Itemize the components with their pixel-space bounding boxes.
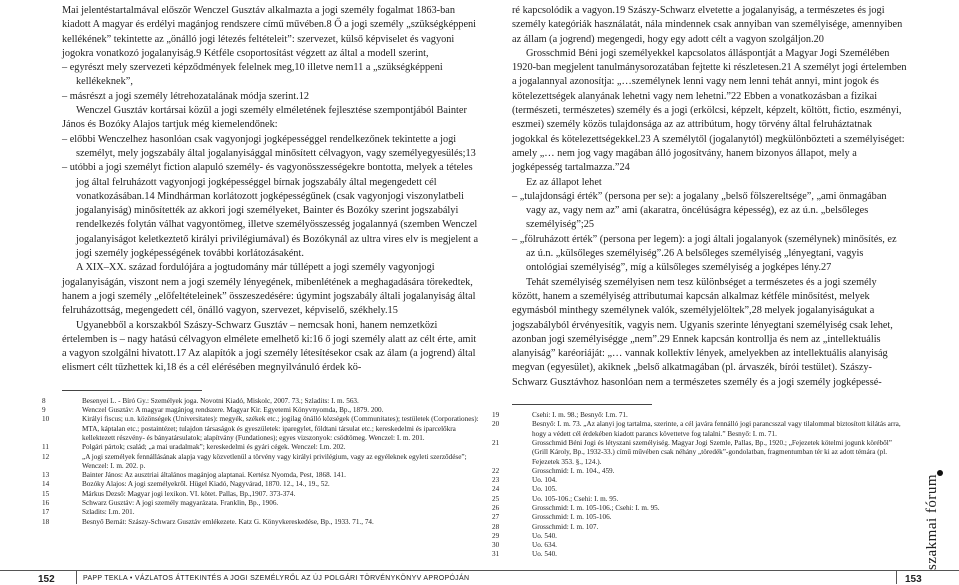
footnote-number: 10 [42,415,50,424]
footnote-text: Szladits: I.m. 201. [82,508,135,517]
section-sidebar [916,470,956,570]
footnote-text: Grosschmid: I. m. 104., 459. [532,466,615,475]
footnote-number: 19 [492,411,500,420]
footnote [42,415,479,443]
footnote-number: 9 [42,406,46,415]
footnote [492,466,907,476]
left-body-text [62,4,479,376]
left-footnotes [42,396,479,527]
body-paragraph: ré kapcsolódik a vagyon.19 Szászy-Schwarz elvetette a jogalanyiság, a természetes és jogi személy kategóriák használatát, nála mindennek csak annyiban van személyisége, amennyiben az állam (a jogrend) megengedi, hogy egy adott célt a vagyon szolgáljon.20 [512,5,903,45]
footnote-number: 29 [492,531,500,540]
footnote-text: Wenczel Gusztáv: A magyar magánjog rendszere. Magyar Kir. Egyetemi Könyvnyomda, Bp., 1879. 200. [82,406,384,415]
footnote-text: Bozóky Alajos: A jogi személyekről. Hügel Kiadó, Nagyvárad, 1870. 12., 14., 19., 52. [82,480,330,489]
footnote-text: Uo. 540. [532,531,557,540]
footnote [42,489,479,499]
footnote-text: Schwarz Gusztáv: A jogi személy magyarázata. Franklin, Bp., 1906. [82,498,279,507]
footnote [42,396,479,406]
footnote-text: Grosschmid Béni Jogi és létyszani személyiség. Magyar Jogi Szemle, Pallas, Bp., 1920.; „Fejezetek kötelmi jogunk köréből” (Grill Károly, Bp., 1932-33.) című művében csak néhány „töredék”-gondolatban, fragmentumban tér ki az adott témára (pl. Fejezetek 353. §., 124.). [532,438,892,466]
footnote-text: Uo. 104. [532,476,557,485]
footnote-text: Polgári pártok; család; „a mai uradalmak”; kereskedelmi és gyári cégek. Wenczel: I.m. 202. [82,443,346,452]
footnote-number: 17 [42,508,50,517]
footnote [492,522,907,532]
footnote-number: 12 [42,452,50,461]
body-paragraph: – „fölruházott érték” (persona per legem): a jogi általi jogalanyok (személynek) minősítés, ez az ú.n. „külsőleges személyiség”.26 A belsőleges személyiség „lényegtani, vagyis ontológiai személyiség”, míg a külsőleges személyiség a jogképes lény.27 [512,233,897,274]
footnote [492,503,907,513]
footnote-text: Uo. 105. [532,485,557,494]
footnote [492,420,907,439]
footnote-text: Grosschmid: I. m. 105-106.; Csehi: I. m. 95. [532,503,660,512]
page-number-left: 152 [38,574,55,585]
footnote [492,531,907,541]
body-paragraph: Grosschmid Béni jogi személyekkel kapcsolatos álláspontját a Magyar Jogi Személében 1920-ban megjelent tanulmánysorozatában fejtette ki részletesen.21 A személyt jogi értelemben a jogalannyal azonosítja: „…személynek lenni vagy nem lenni tehát annyi, mint jogok és kötelezettségek alanyának lehetni vagy nem lehetni.”22 Ebben a vonatkozásban a fizikai (természeti, természetes) személy és a jogi (erkölcsi, képzelt, képzelt, költött, fictio, eszményi, eszmei) személy közös tulajdonsága az az attribútum, hogy törvény által felruháztatnak jogokkal és kötelezettségekkel.23 A személytől (jogalanytól) megkülönbözteti a személyiséget: amely „… nem jog vagy magában álló jogosítvány, hanem bizonyos állapot, mely a jogképesség tartalmazza.”24 [512,47,907,174]
footnote [42,406,479,415]
footnote-text: Uo. 540. [532,550,557,559]
body-paragraph: Ez az állapot lehet [526,176,602,188]
footnote-number: 27 [492,513,500,522]
footnote [492,494,907,504]
footnote-number: 31 [492,550,500,559]
footnote [492,513,907,522]
footer-divider [76,570,77,584]
footnote-text: Grosschmid: I. m. 107. [532,522,599,531]
footnote-text: Uo. 105-106.; Csehi: I. m. 95. [532,494,619,503]
footnote [42,508,479,517]
footnote [42,480,479,489]
footnote-number: 30 [492,541,500,550]
footnote-number: 28 [492,522,500,531]
footnote [42,498,479,508]
right-body-text [512,4,907,390]
footnote [42,443,479,452]
footnote [42,471,479,480]
footer-rule [0,570,959,571]
footnote-number: 13 [42,471,50,480]
body-paragraph: Ugyanebből a korszakból Szászy-Schwarz Gusztáv – nemcsak honi, hanem nemzetközi értelemben is – nagy hatású célvagyon elmélete emelhető ki:16 ő jogi személy alatt az célt érte, amit a vagyon szolgálni hivatott.17 Az alapítók a jogi személy létesítésekor csak az álam (a jogrend) által elismert célt tűzhettek ki,18 és a cél elérésében megnyilvánuló érdek kö- [62,319,477,374]
footnote [492,485,907,494]
footnote-number: 8 [42,396,46,405]
body-paragraph: – „tulajdonsági érték” (persona per se): a jogalany „belső fölszereltsége”, „ami önmagában vagy az, vagy nem az” ami (akaratra, öncélúságra képesség), ez az ú.n. „belsőleges személyiség”;25 [512,190,887,231]
body-paragraph: – előbbi Wenczelhez hasonlóan csak vagyonjogi jogképességgel rendelkezőnek tekintette a jogi személyt, mely jogszabály által jogalanyisággal minősített célvagyon, vagy személyegyesülés;13 [62,133,476,159]
footnote-text: Grosschmid: I. m. 105-106. [532,513,612,522]
right-footnotes [492,411,907,560]
footnote [42,517,479,527]
footnote [42,452,479,472]
footnote-text: Márkus Dezső: Magyar jogi lexikon. VI. kötet. Pallas, Bp.,1907. 373-374. [82,489,296,498]
footnote-number: 21 [492,438,500,447]
left-column [42,4,479,527]
body-paragraph: Mai jelentéstartalmával először Wenczel Gusztáv alkalmazta a jogi személy fogalmat 1863-ban kiadott A magyar és erdélyi magánjog rendszere című művében.8 Ő a jogi személy „szükségképpeni kellékének” tekintette az „önálló jogi létezés feltételeit”: szervezet, külső képviselet és vagyoni jogokra vonatkozó jogalanyiság.9 Kétféle csoportosítást végzett az által a modell szerint, [62,5,477,59]
running-head: PAPP TEKLA • VÁZLATOS ÁTTEKINTÉS A JOGI SZEMÉLYRŐL AZ ÚJ POLGÁRI TÖRVÉNYKÖNYV APROPÓJÁN [83,575,470,582]
section-label: szakmai fórum [924,473,940,570]
footnote-text: Besnyő: I. m. 73. „Az alanyi jog tartalma, szerinte, a cél javára fennálló jogi parancsszal vagy tilalommal biztosított kilátás arra, hogy a védett cél érdekében kiadott parancs követtetve fog talalni.” Besnyő: I. m. 71. [532,420,901,438]
footnote-number: 25 [492,494,500,503]
footnote-number: 11 [42,443,49,452]
footnote [492,411,907,420]
footnote-number: 16 [42,498,50,507]
right-column [492,4,907,560]
footnote-number: 15 [42,489,50,498]
body-paragraph: – egyrészt mely szervezeti képződmények felelnek meg,10 illetve nem11 a „szükségképpeni kellékeknek”, [62,62,443,88]
footnote-number: 26 [492,503,500,512]
footnote-number: 23 [492,476,500,485]
footnote [492,438,907,467]
footer-divider [896,570,897,584]
footnote-text: „A jogi személyek fennállásának alapja vagy közvetlenül a törvény vagy királyi privilégium, vagy az egyéleknek egyleti szerződése”; Wenczel: I. m. 202. p. [82,452,467,470]
page-number-right: 153 [905,574,922,585]
body-paragraph: A XIX–XX. század fordulójára a jogtudomány már túllépett a jogi személy vagyonjogi jogalanyiságán, viszont nem a jogi személy lényegének, mibenlétének a meghagadására törekedtek, hanem a jogi személy „előfeltételeinek” összeszedésére: úgymint jogszabály általi jogalanyiság által felruházottság, megengedett cél, önálló vagyon, szervezet, képviselő, székhely.15 [62,262,476,317]
body-paragraph: – másrészt a jogi személy létrehozatalának módja szerint.12 [62,90,310,102]
footnote [492,550,907,559]
footnote-text: Uo. 634. [532,541,557,550]
footnote-rule [62,390,202,391]
body-paragraph: – utóbbi a jogi személyt fiction alapuló személy- és vagyonösszességekre bontotta, melyek a tételes jog által felruházott vagyonjogi jogképességgel bírnak jogszabály által megengedett cél vonatkozásában.14 Mindhárman korlátozott jogképességűnek (csak vagyonjogi viszonylatbeli jogalanyiság) minősítették az akkori jogi személyeket, Bainter és Bozóky szerint jogszabályi rendelkezés folytán válhat vagyontömeg, illetve személyösszesség jogalannyá (szemben Wenczel jogalanyiságot keletkeztető királyi privilégiumával) és Bozókynál az ultra vires elv is megjelent a jogi személy jogképességének további korlátozásaként. [62,162,479,260]
footnote [492,541,907,550]
footnote-text: Besnyő Bernát: Szászy-Schwarz Gusztáv emlékezete. Katz G. Könyvkereskedése, Bp., 1933. 71., 74. [82,517,374,526]
footnote-number: 24 [492,485,500,494]
footnote [492,476,907,485]
footnote-text: Királyi fiscus; u.n. közönségek (Universitates): megyék, székek etc.; jogilag önálló községek (Communitates); testületek (Corporationes): MTA, káptalan etc.; postaintézet; tulajdon társaságok és gyeszületek: iparegylet, földtani társulat etc.; kereskedelmi és iparcelőkra kellektezett részvény- és bányatársulatok; alapítvány (Fundationes); egyes vizszonyok: csödtömeg. Wenczel: I. m. 201. [82,415,479,442]
footnote-text: Besenyei L. - Bíró Gy.: Személyek joga. Novotni Kiadó, Miskolc, 2007. 73.; Szladits: I. m. 563. [82,396,359,405]
footnote-number: 18 [42,517,50,526]
footnote-text: Bainter János: Az ausztriai általános magánjog alaptanai. Kertész Nyomda, Pest, 1868. 141. [82,471,346,480]
footnote-text: Csehi: I. m. 98.; Besnyő: I.m. 71. [532,411,628,420]
body-paragraph: Wenczel Gusztáv kortársai közül a jogi személy elméletének fejlesztése szempontjából Bainter János és Bozóky Alajos tartjuk még kiemelendőnek: [62,105,467,131]
footnote-number: 20 [492,420,500,429]
footnote-number: 22 [492,466,500,475]
footnote-number: 14 [42,480,50,489]
body-paragraph: Tehát személyiség személyisen nem tesz különbséget a természetes és a jogi személy között, hanem a személyiség attributumai kapcsán alkalmaz kétféle minősítést, melyek egymásból minthegy személynek valók, személyjelöltek”,28 melyek jogalanyiságukat a jogszabályból érvényesítik, vagyis nem. Ugyanis szerinte lényegtani személyiség csak lehet, azonban jogi személyiségge „nem”.29 Ennek kapcsán kontrollja és nem az „intellektuális alanyiság” karéoriáját: „… vannak kollektív lények, amelyekben az intellektuális alanyiság megvan (egyesület), akiknek „belső alkatmagában (pl. árvaszék, bírói testület). Szászy-Schwarz Gusztávhoz hasonlóan nem a természetes személy és a jogi személy jogképessé- [512,276,893,388]
footnote-rule [512,404,652,405]
